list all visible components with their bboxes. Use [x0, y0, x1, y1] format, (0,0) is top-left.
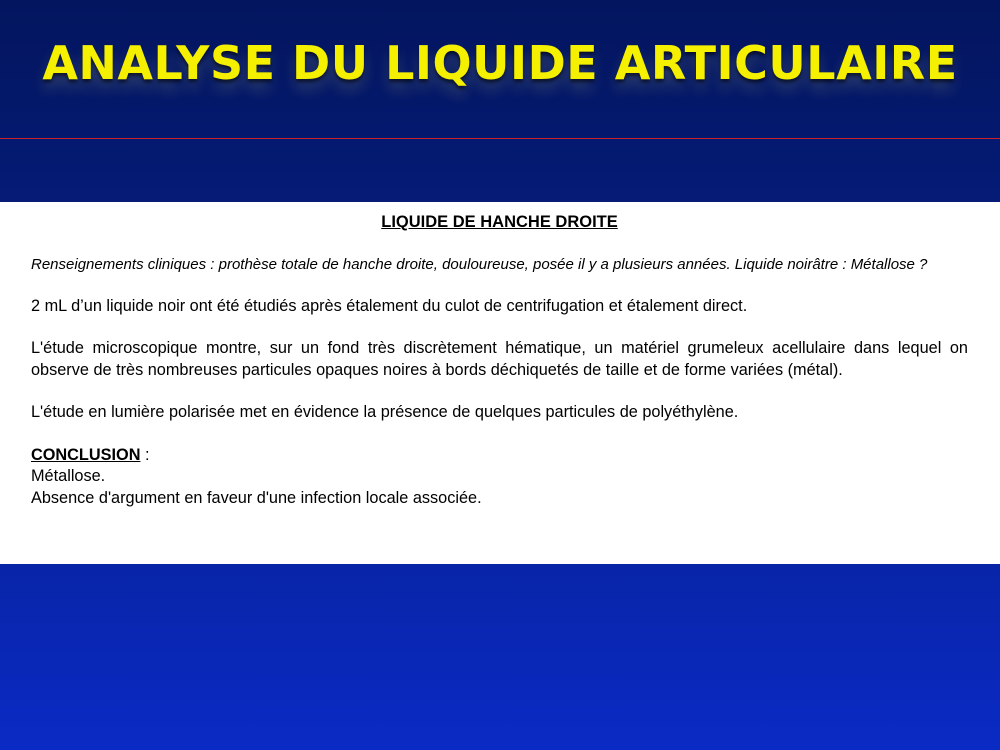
conclusion-line-infection: Absence d'argument en faveur d'une infection locale associée. [31, 488, 482, 507]
conclusion-block [31, 445, 968, 510]
title-divider [0, 138, 1000, 139]
clinical-information: Renseignements cliniques : prothèse totale de hanche droite, douloureuse, posée il y a plusieurs années. Liquide noirâtre : Métallose ? [31, 255, 928, 273]
conclusion-label: CONCLUSION [31, 445, 141, 464]
polarized-light-paragraph: L'étude en lumière polarisée met en évidence la présence de quelques particules de polyéthylène. [31, 403, 739, 421]
specimen-paragraph: 2 mL d’un liquide noir ont été étudiés après étalement du culot de centrifugation et étalement direct. [31, 296, 748, 315]
section-heading: LIQUIDE DE HANCHE DROITE [381, 213, 618, 231]
conclusion-line-metallose: Métallose. [31, 467, 106, 485]
conclusion-separator: : [140, 445, 150, 464]
microscopy-paragraph: L'étude microscopique montre, sur un fond très discrètement hématique, un matériel grumeleux acellulaire dans lequel on observe de très nombreuses particules opaques noires à bords déchiquetés de taille et de forme variées (métal). [31, 339, 968, 379]
content-box [0, 202, 1000, 564]
slide-title: ANALYSE DU LIQUIDE ARTICULAIRE [42, 36, 958, 90]
conclusion-heading-line [31, 445, 968, 467]
